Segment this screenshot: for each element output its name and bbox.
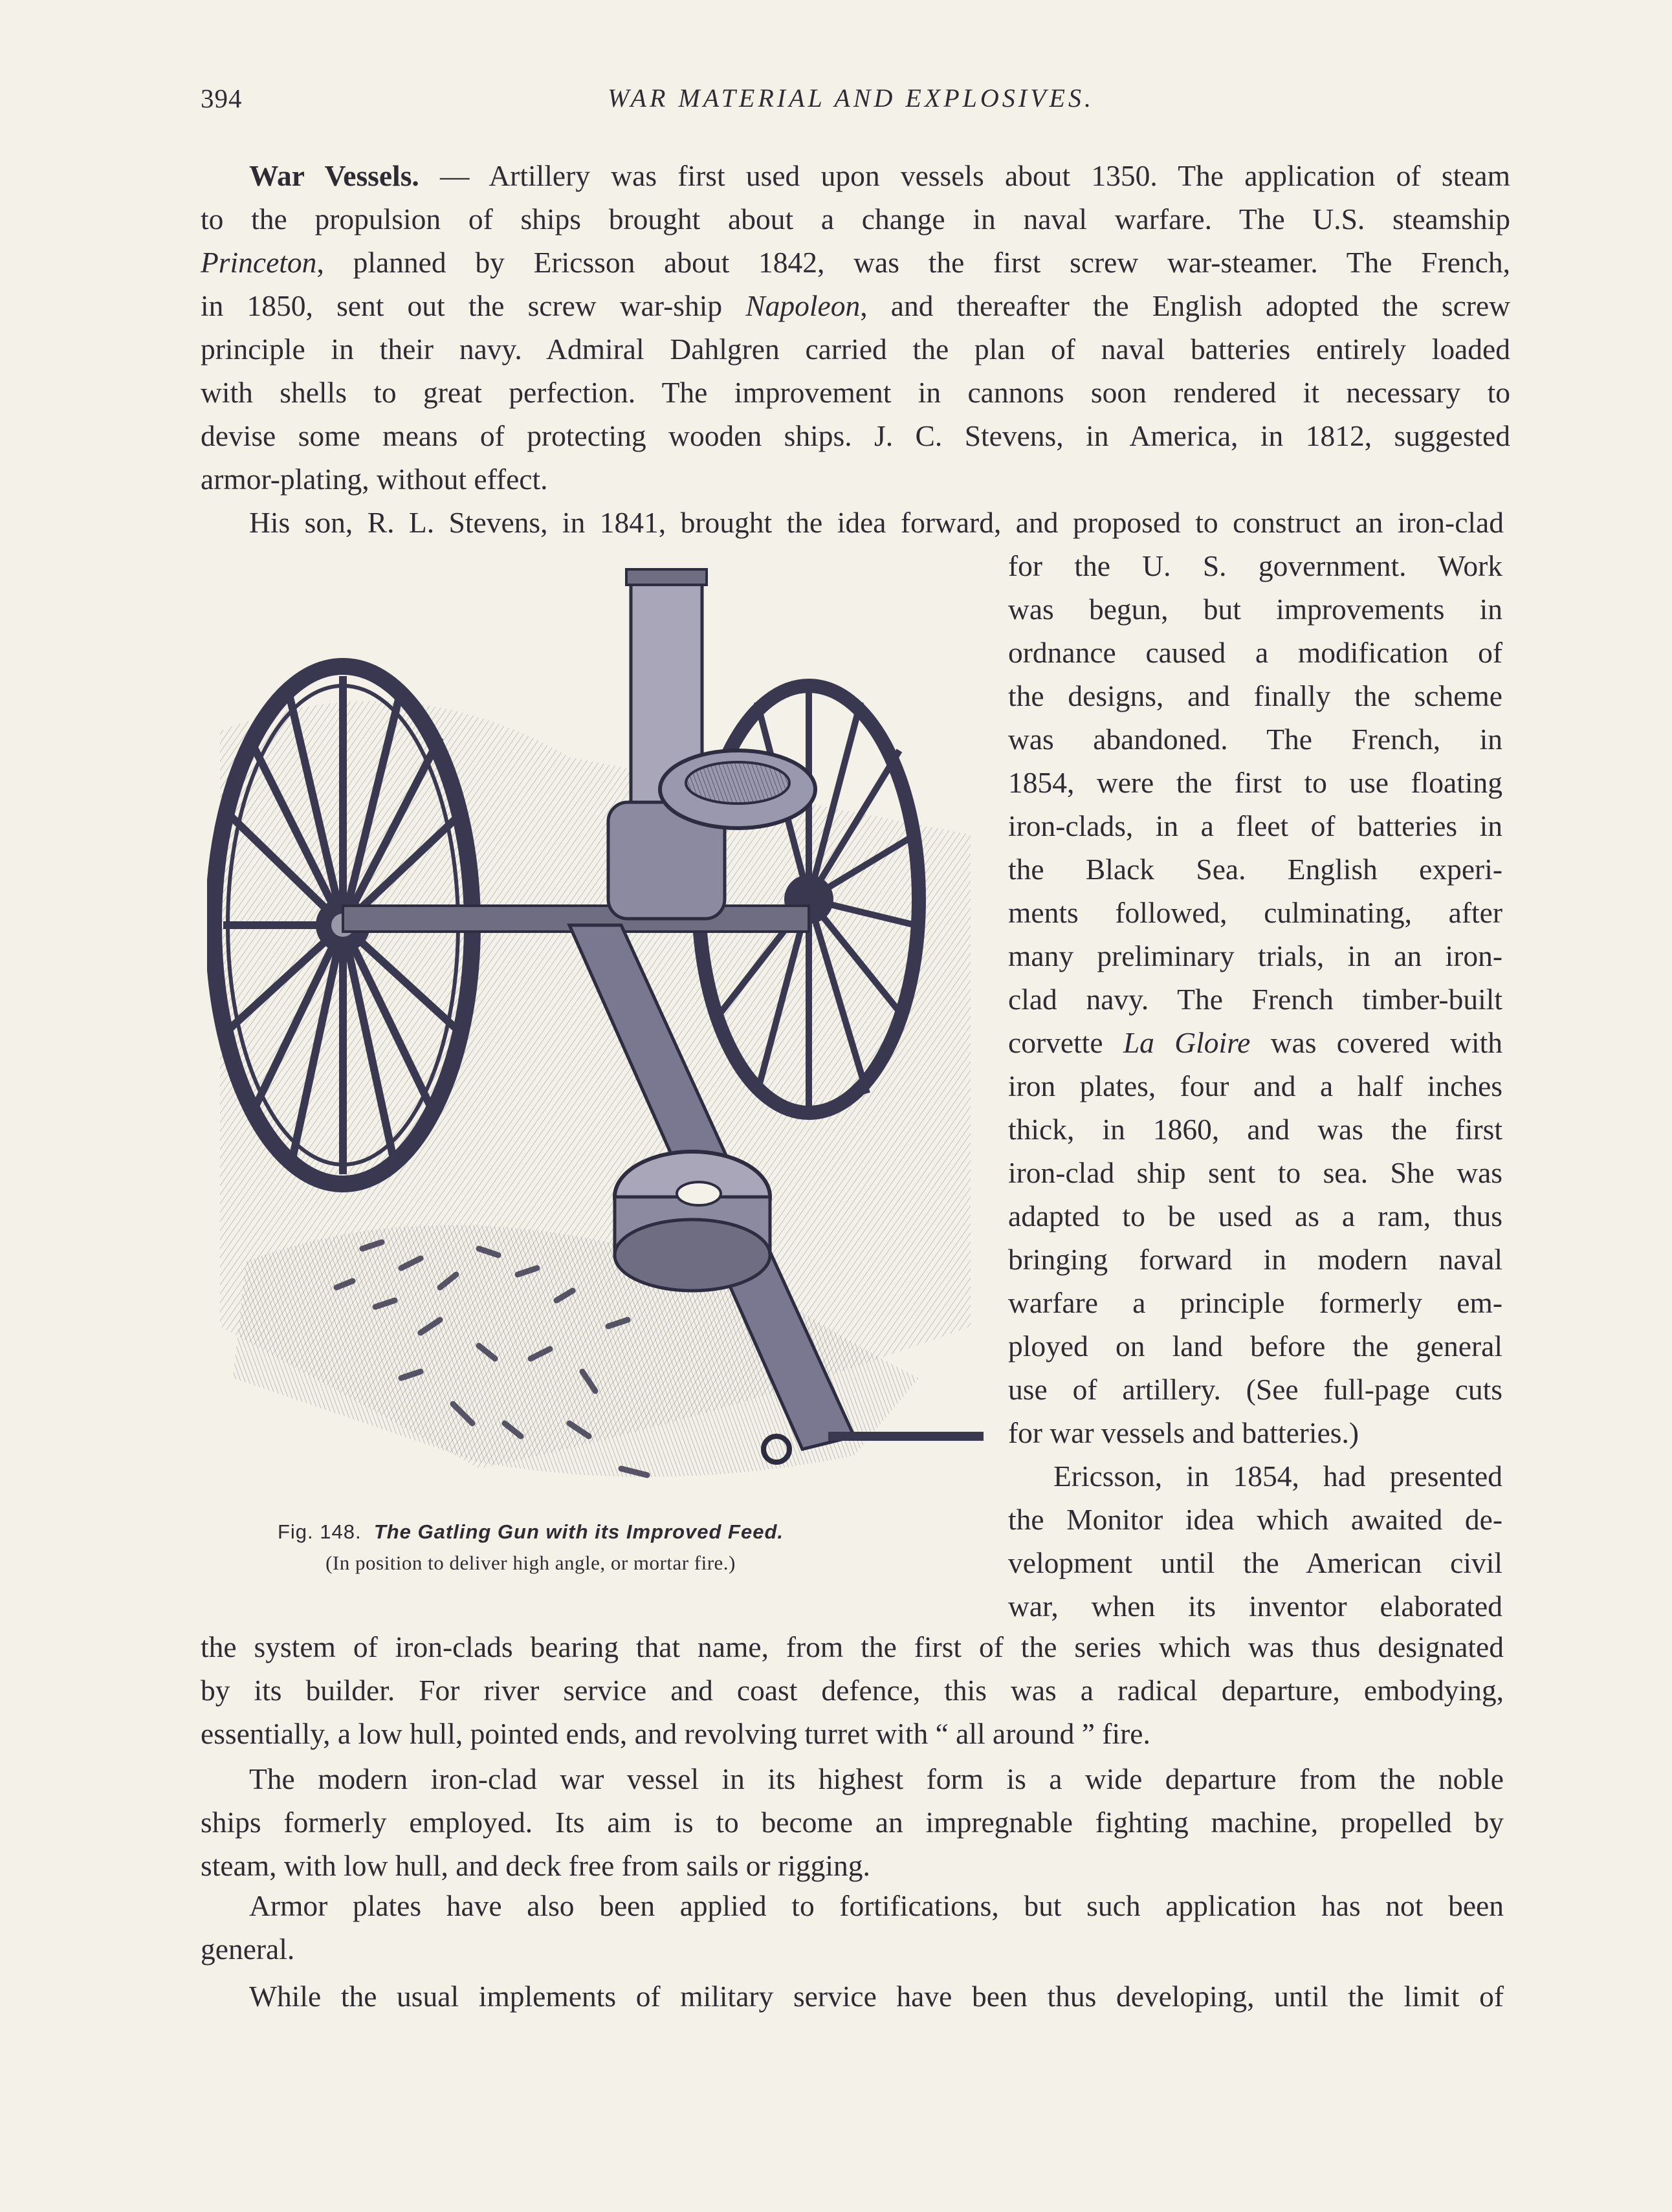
caption-subtitle: (In position to deliver high angle, or mortar fire.) [325,1551,736,1574]
text-line: war, when its inventor elaborated [1008,1590,1502,1623]
page-header [201,83,1501,122]
text-line: essentially, a low hull, pointed ends, and revolving turret with “ all around ” fire. [201,1717,1150,1750]
gatling-gun-engraving [207,563,984,1514]
figure-caption [207,1520,854,1575]
text-line: devise some means of protecting wooden ships. J. C. Stevens, in America, in 1812, suggested [201,419,1510,452]
ship-name: La Gloire [1123,1026,1251,1059]
text-line: corvette La Gloire was covered with [1008,1026,1502,1059]
text-line: The modern iron-clad war vessel in its highest form is a wide departure from the noble [249,1762,1504,1795]
paragraph-stevens-first-line [201,501,1504,544]
text-line: the system of iron-clads bearing that name, from the first of the series which was thus designated [201,1630,1504,1663]
page-number: 394 [201,83,243,113]
text-line: ployed on land before the general [1008,1330,1502,1363]
text-line: in 1850, sent out the screw war-ship Napoleon, and thereafter the English adopted the screw [201,289,1510,322]
gatling-gun-illustration [207,563,984,1514]
text-line: velopment until the American civil [1008,1546,1502,1579]
text-line: iron-clads, in a fleet of batteries in [1008,809,1502,842]
text-line: steam, with low hull, and deck free from sails or rigging. [201,1849,870,1882]
text-line: 1854, were the first to use floating [1008,766,1502,799]
text-line: the Monitor idea which awaited de- [1008,1503,1502,1536]
text-line: War Vessels. — Artillery was first used upon vessels about 1350. The application of steam [249,159,1510,192]
text-line: ments followed, culminating, after [1008,896,1502,929]
figure-title: The Gatling Gun with its Improved Feed. [373,1520,784,1543]
text-line: by its builder. For river service and coast defence, this was a radical departure, embodying, [201,1674,1504,1707]
text-line: thick, in 1860, and was the first [1008,1113,1502,1146]
text-line: iron plates, four and a half inches [1008,1069,1502,1102]
text-line: While the usual implements of military service have been thus developing, until the limit of [249,1980,1504,2013]
ship-name: Napoleon [745,289,861,322]
text-line: many preliminary trials, in an iron- [1008,939,1502,972]
text-line: Ericsson, in 1854, had presented [1053,1460,1502,1493]
text-line: general. [201,1933,295,1966]
text-line: ships formerly employed. Its aim is to become an impregnable fighting machine, propelled by [201,1806,1504,1839]
text-line: armor-plating, without effect. [201,463,548,496]
text-line: use of artillery. (See full-page cuts [1008,1373,1502,1406]
text-line: warfare a principle formerly em- [1008,1286,1502,1319]
paragraph-war-vessels [201,154,1510,501]
text-line: to the propulsion of ships brought about a change in naval warfare. The U.S. steamship [201,203,1510,235]
text-line: ordnance caused a modification of [1008,636,1502,669]
caption-title-line [207,1520,854,1544]
text-line: Princeton, planned by Ericsson about 1842, was the first screw war-steamer. The French, [201,246,1510,279]
text-line: the designs, and finally the scheme [1008,679,1502,712]
figure-label: Fig. 148. [277,1520,362,1543]
paragraph-armor-plates [201,1884,1504,1971]
text-line: adapted to be used as a ram, thus [1008,1199,1502,1232]
paragraph-monitor-continued [201,1625,1504,1755]
text-line: clad navy. The French timber-built [1008,983,1502,1016]
text-line: with shells to great perfection. The improvement in cannons soon rendered it necessary to [201,376,1510,409]
text-line: iron-clad ship sent to sea. She was [1008,1156,1502,1189]
text-line: the Black Sea. English experi- [1008,853,1502,886]
wrapped-column-text [1008,544,1502,1628]
paragraph-modern-ironclad [201,1757,1504,1887]
text-line: principle in their navy. Admiral Dahlgren carried the plan of naval batteries entirely loaded [201,333,1510,366]
running-head: WAR MATERIAL AND EXPLOSIVES. [608,83,1094,113]
text-line: for war vessels and batteries.) [1008,1416,1359,1449]
text-line: for the U. S. government. Work [1008,549,1502,582]
paragraph-implements [201,1975,1504,2018]
text-line: bringing forward in modern naval [1008,1243,1502,1276]
text-line: was abandoned. The French, in [1008,723,1502,756]
run-in-heading: War Vessels. [249,159,419,192]
text-line: Armor plates have also been applied to fortifications, but such application has not been [249,1889,1504,1922]
text-line: was begun, but improvements in [1008,593,1502,626]
text-line: His son, R. L. Stevens, in 1841, brought the idea forward, and proposed to construct an iron-clad [249,506,1504,539]
ship-name: Princeton [201,246,317,279]
